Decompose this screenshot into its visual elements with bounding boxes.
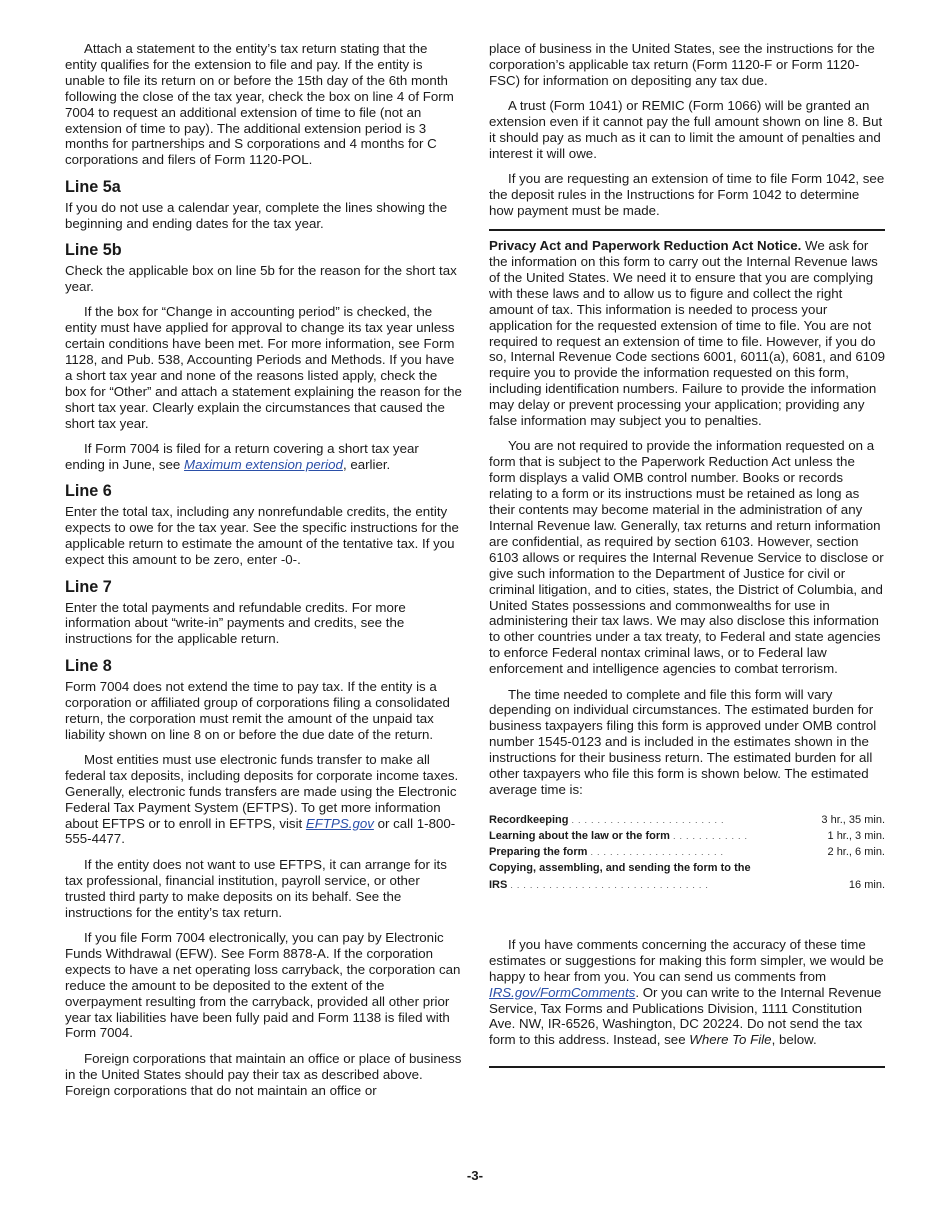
- time-value: 2 hr., 6 min.: [827, 846, 885, 859]
- time-value: 16 min.: [848, 878, 885, 891]
- eftps-link[interactable]: EFTPS.gov: [305, 815, 374, 831]
- line-6-paragraph: Enter the total tax, including any nonrefundable credits, the entity expects to owe for the tax year. See the specific instructions for the applicable return to estimate the amount of the tentative tax. If you expect this amount to be zero, enter -0-.: [65, 504, 459, 568]
- form-1042-paragraph: If you are requesting an extension of time to file Form 1042, see the deposit rules in the Instructions for Form 1042 to determine how payment must be made.: [489, 171, 885, 219]
- line-5b-paragraph-3: [65, 441, 462, 473]
- leader-dots: ...............................: [510, 879, 712, 890]
- form-comments-link[interactable]: IRS.gov/FormComments: [489, 984, 636, 1000]
- line-7-paragraph: Enter the total payments and refundable credits. For more information about “write-in” payments and credits, see the instructions for the applicable return.: [65, 599, 406, 647]
- heading-line-8: Line 8: [65, 656, 112, 675]
- bottom-divider: [489, 1066, 885, 1068]
- line-8-paragraph-5: Foreign corporations that maintain an office or place of business in the United States should pay their tax as described above. Foreign corporations that do not maintain an office or: [65, 1050, 462, 1098]
- intro-paragraph: Attach a statement to the entity’s tax return stating that the entity qualifies for the extension to file and pay. If the entity is unable to file its return on or before the 15th day of the 6th month following the close of the tax year, check the box on line 4 of Form 7004 to request an additional extension of time to file (not an extension of time to pay). The additional extension period is 3 months for partnerships and S corporations and 4 months for C corporations and filers of Form 1120-POL.: [65, 41, 454, 168]
- table-row: [489, 860, 885, 892]
- left-column: [65, 41, 462, 1108]
- line-8-paragraph-2: [65, 752, 462, 847]
- where-to-file-reference: Where To File: [689, 1032, 772, 1048]
- leader-dots: .....................: [590, 847, 727, 858]
- time-label: Learning about the law or the form: [489, 830, 670, 843]
- line-5a-paragraph: If you do not use a calendar year, complete the lines showing the beginning and ending dates for the tax year.: [65, 199, 448, 231]
- comments-text-pre: If you have comments concerning the accuracy of these time estimates or suggestions for making this form simpler, we would be happy to hear from you. You can send us comments from: [489, 936, 884, 984]
- line-8-paragraph-4: If you file Form 7004 electronically, you can pay by Electronic Funds Withdrawal (EFW). See Form 8878-A. If the corporation expects to have a net operating loss carryback, the corporation can reduce the amount to be deposited to the extent of the overpayment resulting from the carryback, provided all other prior year tax liabilities have been fully paid and Form 1138 is filed with Form 7004.: [65, 929, 461, 1041]
- not-required-paragraph: You are not required to provide the information requested on a form that is subject to the Paperwork Reduction Act unless the form displays a valid OMB control number. Books or records relating to a form or its instructions must be retained as long as their contents may become material in the administration of any Internal Revenue law. Generally, tax returns and return information are confidential, as required by section 6103. However, section 6103 allows or requires the Internal Revenue Service to disclose or give such information to the Department of Justice for civil or criminal litigation, and to cities, states, the District of Columbia, and United States possessions and commonwealths for use in administering their tax laws. We may also disclose this information to other countries under a tax treaty, to Federal and state agencies to enforce Federal nontax criminal laws, or to Federal law enforcement and intelligence agencies to combat terrorism.: [489, 438, 884, 677]
- heading-line-5a: Line 5a: [65, 177, 121, 196]
- time-label: Preparing the form: [489, 846, 588, 859]
- leader-dots: ............: [672, 831, 751, 842]
- line-5b-text-post: , earlier.: [342, 457, 391, 473]
- time-value: 3 hr., 35 min.: [821, 813, 885, 826]
- time-estimate-paragraph: The time needed to complete and file this form will vary depending on individual circumstances. The estimated burden for business taxpayers filing this form is approved under OMB control number 1545-0123 and is included in the estimates shown in the instructions for their business return. The estimated burden for all other taxpayers who file this form is shown below. The estimated average time is:: [489, 686, 877, 797]
- privacy-act-body: We ask for the information on this form to carry out the Internal Revenue laws of the United States. We need it to ensure that you are complying with these laws and to allow us to figure and collect the right amount of tax. This information is needed to process your application for the requested extension of time to file. You are not required to request an extension of time to file. However, if you do so, Internal Revenue Code sections 6001, 6011(a), 6081, and 6109 require you to provide the information requested on this form, including identification numbers. Failure to provide the information may delay or prevent processing your application; providing any false information may subject you to penalties.: [489, 238, 885, 429]
- privacy-act-paragraph: [489, 238, 885, 429]
- privacy-act-heading: Privacy Act and Paperwork Reduction Act Notice.: [489, 238, 802, 254]
- comments-text-mid: . Or you can write to the Internal Revenue Service, Tax Forms and Publications Division, 1111 Constitution Ave. NW, IR-6526, Washington, DC 20224. Do not send the tax form to this address. Instead, see: [489, 984, 882, 1048]
- heading-line-5b: Line 5b: [65, 241, 122, 260]
- line-8-paragraph-1: Form 7004 does not extend the time to pay tax. If the entity is a corporation or affiliated group of corporations filing a consolidated return, the corporation must remit the amount of the unpaid tax liability shown on line 8 on or before the due date of the return.: [65, 678, 450, 742]
- table-row: [489, 844, 885, 860]
- trust-paragraph: A trust (Form 1041) or REMIC (Form 1066) will be granted an extension even if it cannot pay the full amount shown on line 8. But it should pay as much as it can to limit the amount of penalties and interest it will owe.: [489, 98, 883, 161]
- time-label: Copying, assembling, and sending the form to the: [489, 862, 751, 875]
- foreign-corp-continued-paragraph: place of business in the United States, see the instructions for the corporation’s applicable tax return (Form 1120-F or Form 1120-FSC) for information on depositing any tax due.: [489, 41, 875, 88]
- line-5b-text-pre: If Form 7004 is filed for a return covering a short tax year ending in June, see: [65, 441, 419, 473]
- maximum-extension-period-link[interactable]: Maximum extension period: [184, 457, 343, 473]
- line-5b-paragraph-2: If the box for “Change in accounting period” is checked, the entity must have applied for approval to change its tax year unless certain conditions have been met. For more information, see Form 1128, and Pub. 538, Accounting Periods and Methods. If you have a short tax year and none of the reasons listed apply, check the box for “Other” and attach a statement explaining the reason for the short tax year. Clearly explain the circumstances that caused the short tax year.: [65, 304, 462, 431]
- time-label: Recordkeeping: [489, 813, 569, 826]
- time-label-continued: IRS: [489, 878, 508, 891]
- comments-paragraph: [489, 937, 885, 1048]
- line-8-paragraph-3: If the entity does not want to use EFTPS, it can arrange for its tax professional, financial institution, payroll service, or other trusted third party to make deposits on its behalf. See the instructions for the entity’s tax return.: [65, 856, 447, 920]
- eftps-text-post: or call 1-800-555-4477.: [65, 815, 456, 847]
- table-row: [489, 812, 885, 828]
- leader-dots: ........................: [571, 814, 728, 825]
- comments-text-post: , below.: [771, 1032, 817, 1048]
- time-value: 1 hr., 3 min.: [827, 830, 885, 843]
- heading-line-6: Line 6: [65, 482, 112, 501]
- table-row: [489, 828, 885, 844]
- line-5b-paragraph-1: Check the applicable box on line 5b for the reason for the short tax year.: [65, 263, 457, 294]
- heading-line-7: Line 7: [65, 577, 112, 596]
- page-number: -3-: [466, 1168, 484, 1183]
- right-column: [489, 41, 885, 1068]
- eftps-text-pre: Most entities must use electronic funds transfer to make all federal tax deposits, including deposits for corporate income taxes. Generally, electronic funds transfers are made using the Electronic Federal Tax Payment System (EFTPS). To get more information about EFTPS or to enroll in EFTPS, visit: [65, 751, 459, 831]
- section-divider: [489, 229, 885, 231]
- time-estimates-table: [489, 812, 885, 893]
